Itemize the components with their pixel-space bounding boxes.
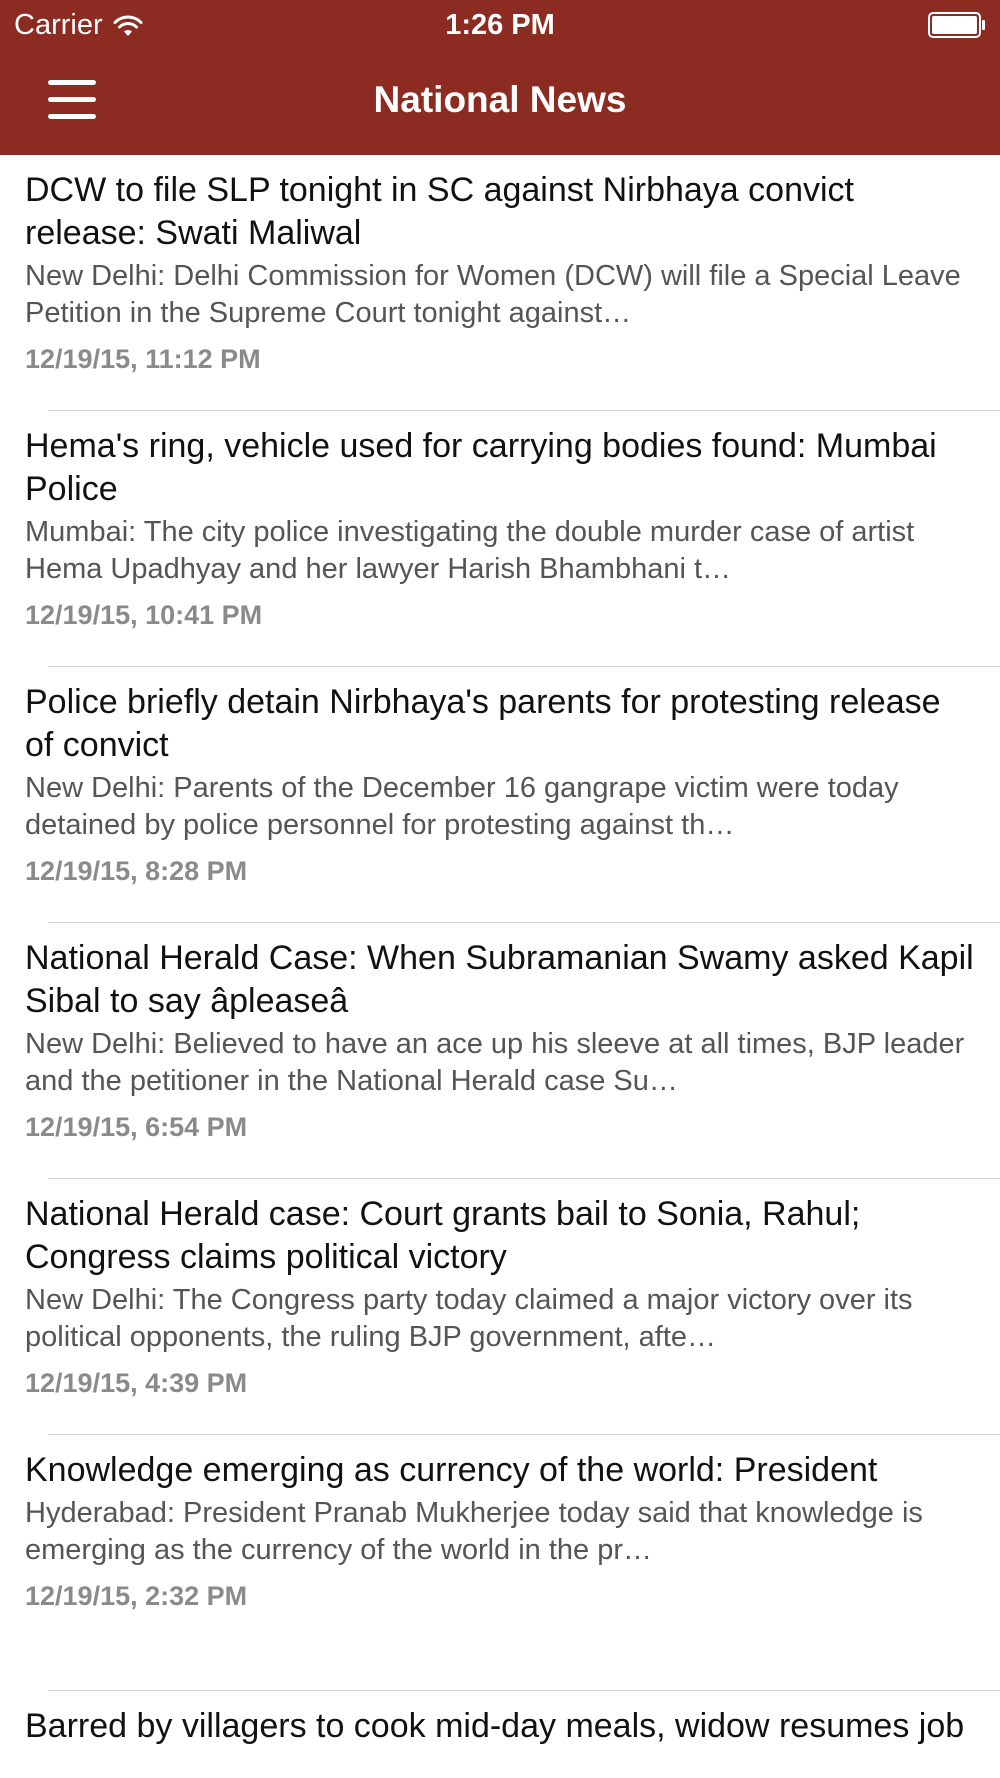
navigation-bar — [0, 50, 1000, 155]
news-list-item[interactable] — [0, 667, 1000, 923]
status-bar — [0, 0, 1000, 50]
news-title: National Herald case: Court grants bail to Sonia, Rahul; Congress claims political victory — [25, 1195, 861, 1276]
news-title: DCW to file SLP tonight in SC against Nirbhaya convict release: Swati Maliwal — [25, 171, 854, 252]
news-title: National Herald Case: When Subramanian Swamy asked Kapil Sibal to say âpleaseâ — [25, 939, 974, 1020]
news-title: Police briefly detain Nirbhaya's parents for protesting release of convict — [25, 683, 941, 764]
news-summary: Mumbai: The city police investigating the double murder case of artist Hema Upadhyay and her lawyer Harish Bhambhani t… — [25, 516, 915, 585]
news-date: 12/19/15, 8:28 PM — [25, 856, 248, 886]
news-list — [0, 155, 1000, 1778]
news-date: 12/19/15, 11:12 PM — [25, 344, 261, 374]
battery-icon — [928, 12, 986, 38]
news-summary: Hyderabad: President Pranab Mukherjee today said that knowledge is emerging as the currency of the world in the pr… — [25, 1497, 923, 1566]
news-summary: New Delhi: Delhi Commission for Women (DCW) will file a Special Leave Petition in the Supreme Court tonight against… — [25, 260, 961, 329]
news-date: 12/19/15, 10:41 PM — [25, 600, 263, 630]
carrier-label: Carrier — [14, 9, 103, 41]
news-list-item[interactable] — [0, 1691, 1000, 1778]
news-date: 12/19/15, 4:39 PM — [25, 1368, 248, 1398]
news-list-item[interactable] — [0, 411, 1000, 667]
news-list-item[interactable] — [0, 923, 1000, 1179]
news-summary: New Delhi: The Congress party today claimed a major victory over its political opponents, the ruling BJP government, afte… — [25, 1284, 913, 1353]
news-title: Knowledge emerging as currency of the world: President — [25, 1451, 878, 1489]
app-header — [0, 0, 1000, 155]
news-date: 12/19/15, 6:54 PM — [25, 1112, 248, 1142]
news-list-item[interactable] — [0, 1435, 1000, 1691]
news-title: Barred by villagers to cook mid-day meals, widow resumes job — [25, 1707, 965, 1745]
status-time: 1:26 PM — [445, 9, 555, 41]
hamburger-menu-icon[interactable] — [48, 80, 96, 120]
news-title: Hema's ring, vehicle used for carrying bodies found: Mumbai Police — [25, 427, 937, 508]
news-date: 12/19/15, 2:32 PM — [25, 1581, 248, 1611]
page-title: National News — [373, 79, 627, 120]
news-summary: New Delhi: Believed to have an ace up his sleeve at all times, BJP leader and the petitioner in the National Herald case Su… — [25, 1028, 965, 1097]
news-summary: New Delhi: Parents of the December 16 gangrape victim were today detained by police personnel for protesting against th… — [25, 772, 899, 841]
news-list-item[interactable] — [0, 155, 1000, 411]
news-list-item[interactable] — [0, 1179, 1000, 1435]
